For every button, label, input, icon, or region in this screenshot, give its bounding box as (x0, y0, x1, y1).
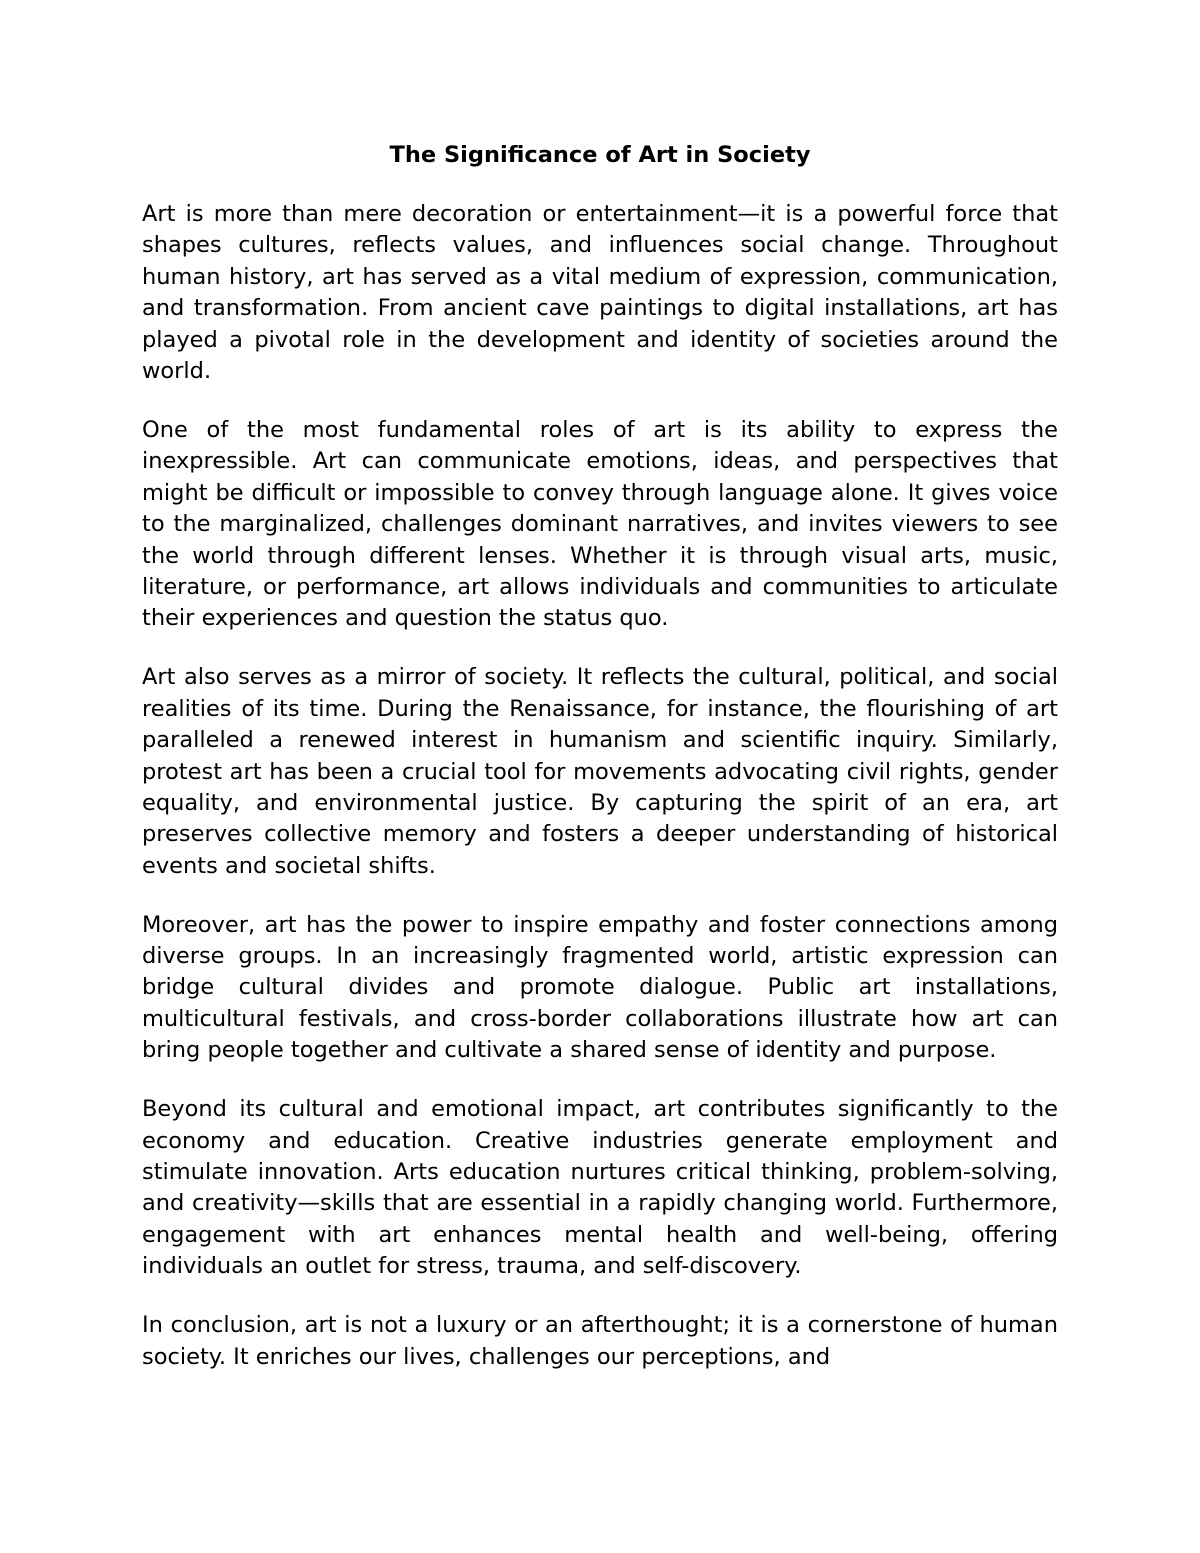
paragraph-economy-education: Beyond its cultural and emotional impact, art contributes significantly to the economy and education. Creative industries generate employment and stimulate innovation. Arts education nurtures critical thinking, problem-solving, and creativity—skills that are essential in a rapidly changing world. Furthermore, engagement with art enhances mental health and well-being, offering individuals an outlet for stress, trauma, and self-discovery. (142, 1096, 1058, 1280)
paragraph-empathy-connections: Moreover, art has the power to inspire empathy and foster connections among diverse groups. In an increasingly fragmented world, artistic expression can bridge cultural divides and promote dialogue. Public art installations, multicultural festivals, and cross-border collaborations illustrate how art can bring people together and cultivate a shared sense of identity and purpose. (142, 911, 1058, 1064)
paragraph-expression: One of the most fundamental roles of art is its ability to express the inexpressible. Art can communicate emotions, ideas, and perspectives that might be difficult or impossible to convey through language alone. It gives voice to the marginalized, challenges dominant narratives, and invites viewers to see the world through different lenses. Whether it is through visual arts, music, literature, or performance, art allows individuals and communities to articulate their experiences and question the status quo. (142, 416, 1058, 632)
document-title: The Significance of Art in Society (389, 142, 811, 168)
paragraph-mirror-of-society: Art also serves as a mirror of society. It reflects the cultural, political, and social realities of its time. During the Renaissance, for instance, the flourishing of art paralleled a renewed interest in humanism and scientific inquiry. Similarly, protest art has been a crucial tool for movements advocating civil rights, gender equality, and environmental justice. By capturing the spirit of an era, art preserves collective memory and fosters a deeper understanding of historical events and societal shifts. (142, 664, 1058, 879)
paragraph-introduction: Art is more than mere decoration or entertainment—it is a powerful force that shapes cultures, reflects values, and influences social change. Throughout human history, art has served as a vital medium of expression, communication, and transformation. From ancient cave paintings to digital installations, art has played a pivotal role in the development and identity of societies around the world. (142, 201, 1058, 385)
paragraph-conclusion: In conclusion, art is not a luxury or an afterthought; it is a cornerstone of human society. It enriches our lives, challenges our perceptions, and (142, 1312, 1058, 1370)
document-body (142, 138, 1058, 1373)
